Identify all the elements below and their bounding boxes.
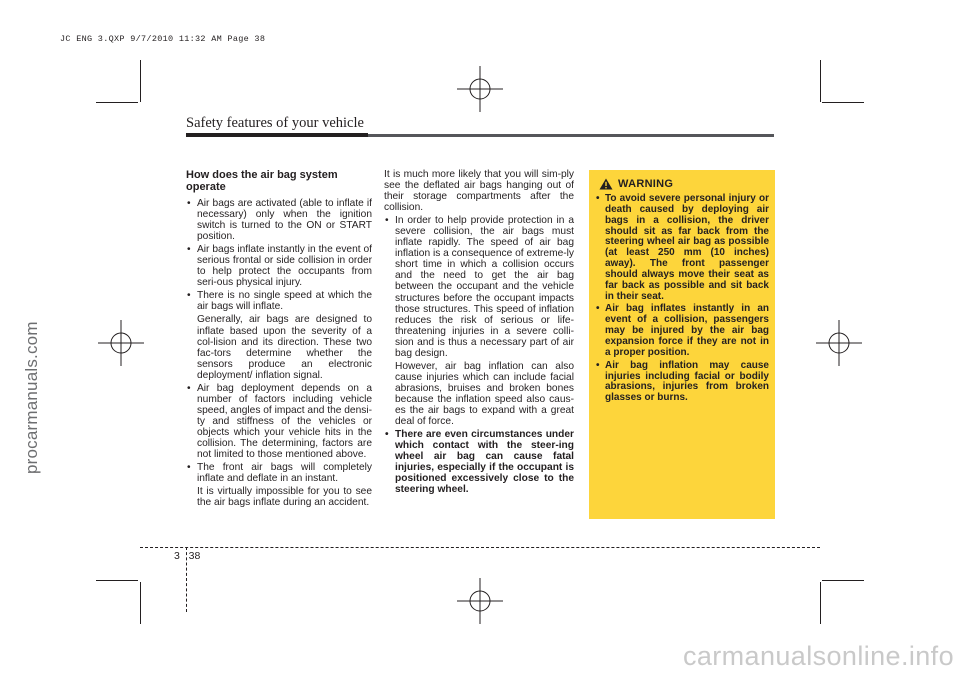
footer-rule (140, 547, 820, 548)
text-column-left (186, 169, 372, 510)
list-item: • The front air bags will completely inflate and deflate in an instant. (186, 462, 372, 484)
crop-mark (822, 102, 864, 103)
header-rule-accent (186, 133, 368, 137)
bottom-watermark: carmanualsonline.info (682, 641, 954, 671)
text-column-middle (384, 169, 574, 497)
list-item: • There are even circumstances under which contact with the steer-ing wheel air bag can cause fatal injuries, especially if the occupant is positioned excessively close to the steering wheel. (384, 429, 574, 495)
list-item: • Air bag deployment depends on a number of factors including vehicle speed, angles of impact and the densi-ty and stiffness of the vehicles or objects which your vehicle hits in the collision. The determining, factors are not limited to those mentioned above. (186, 383, 372, 460)
bullet-list (384, 429, 574, 495)
bullet-list (384, 215, 574, 359)
warning-body (595, 194, 769, 406)
side-watermark-text: procarmanuals.com (22, 321, 41, 474)
list-item: • Air bags are activated (able to inflate if necessary) only when the ignition switch is turned to the ON or START position. (186, 198, 372, 242)
bullet-list (186, 198, 372, 312)
warning-list (595, 194, 769, 404)
print-slug-line: JC ENG 3.QXP 9/7/2010 11:32 AM Page 38 (60, 34, 266, 44)
paragraph: It is much more likely that you will sim-ply see the deflated air bags hanging out of their storage compartments after the collision. (384, 169, 574, 214)
list-item: • Air bags inflate instantly in the event of serious frontal or side collision in order to help protect the occupants from seri-ous physical injury. (186, 244, 372, 288)
crop-mark (96, 580, 138, 581)
crop-mark (96, 102, 138, 103)
crop-mark (140, 582, 141, 624)
warning-box (589, 170, 775, 519)
list-item: • There is no single speed at which the air bags will inflate. (186, 290, 372, 312)
registration-mark-top (455, 64, 505, 114)
crop-mark (820, 60, 821, 102)
warning-item: • To avoid severe personal injury or death caused by deploying air bags in a collision, the driver should sit as far back from the steering wheel air bag as possible (at least 250 mm (10 inches) away). The front passenger should always move their seat as far back as possible and sit back in their seat. (595, 194, 769, 302)
registration-mark-left (96, 318, 146, 368)
registration-mark-bottom (455, 576, 505, 626)
section-heading: How does the air bag system operate (186, 169, 338, 193)
crop-mark (820, 582, 821, 624)
registration-mark-right (814, 318, 864, 368)
warning-triangle-icon (599, 178, 613, 190)
side-watermark (0, 0, 40, 678)
paragraph: However, air bag inflation can also cause injuries which can include facial abrasions, bruises and broken bones because the inflation speed also caus-es the air bags to expand with a great deal of force. (395, 360, 574, 428)
crop-mark (140, 60, 141, 102)
section-title: Safety features of your vehicle (186, 115, 364, 131)
warning-header (599, 178, 673, 190)
list-item: • In order to help provide protection in a severe collision, the air bags must inflate rapidly. The speed of air bag inflation is a consequence of extreme-ly short time in which a collision occurs and the need to get the air bag between the occupant and the vehicle structures before the occupant impacts those structures. This speed of inflation reduces the risk of serious or life-threatening injuries in a severe colli-sion and is thus a necessary part of air bag design. (384, 215, 574, 359)
paragraph: It is virtually impossible for you to see the air bags inflate during an accident. (197, 486, 372, 509)
paragraph: Generally, air bags are designed to inflate based upon the severity of a col-lision and its direction. These two fac-tors determine whether the sensors produce an electronic deployment/ inflation signal. (197, 314, 372, 381)
warning-item: • Air bag inflates instantly in an event of a collision, passengers may be injured by the air bag expansion force if they are not in a proper position. (595, 304, 769, 358)
chapter-number: 3 (174, 550, 180, 562)
warning-item: • Air bag inflation may cause injuries including facial or bodily abrasions, injuries from broken glasses or burns. (595, 361, 769, 404)
crop-mark (822, 580, 864, 581)
page-number-value: 38 (188, 550, 201, 562)
bullet-list (186, 383, 372, 484)
warning-title: WARNING (618, 178, 674, 190)
page-number (174, 550, 200, 562)
